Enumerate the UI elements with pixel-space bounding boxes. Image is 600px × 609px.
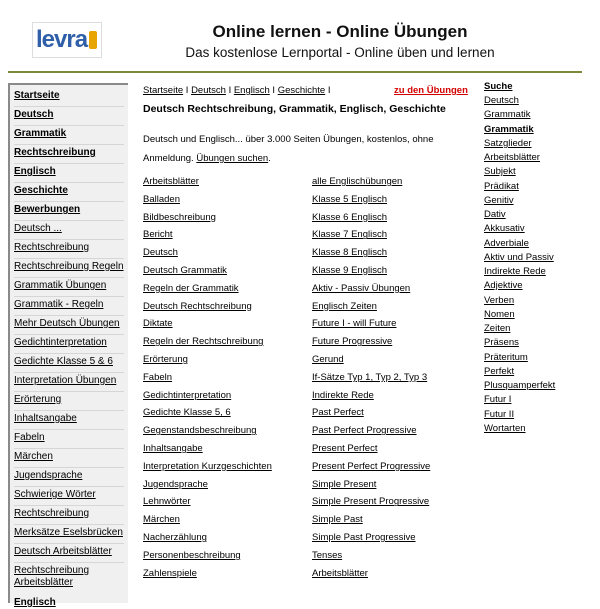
link-aktiv-passiv-übungen[interactable]: Aktiv - Passiv Übungen <box>312 282 411 294</box>
breadcrumb-deutsch[interactable]: Deutsch <box>191 85 226 96</box>
link-gerund[interactable]: Gerund <box>312 354 344 365</box>
sidebar-link[interactable]: Gedichtinterpretation <box>14 337 107 348</box>
breadcrumb-startseite[interactable]: Startseite <box>143 85 184 96</box>
link-interpretation-kurzgeschichten[interactable]: Interpretation Kurzgeschichten <box>143 460 272 472</box>
list-item <box>143 301 252 312</box>
right-item-wortarten <box>484 423 526 434</box>
link-märchen[interactable]: Märchen <box>143 514 180 526</box>
link-present-perfect[interactable]: Present Perfect <box>312 443 378 454</box>
right-link[interactable]: Nomen <box>484 309 515 320</box>
list-item <box>312 283 410 294</box>
sidebar-divider <box>14 125 124 126</box>
sidebar-item-rechtschreibung <box>14 242 126 254</box>
right-link[interactable]: Grammatik <box>484 124 534 135</box>
intro-text: Deutsch und Englisch... über 3.000 Seiten Übungen, kostenlos, ohne Anmeldung. <box>143 134 434 164</box>
right-item-deutsch <box>484 95 519 106</box>
list-item <box>312 568 368 579</box>
link-past-perfect[interactable]: Past Perfect <box>312 407 364 419</box>
right-item-grammatik <box>484 124 534 135</box>
sidebar-divider <box>14 277 124 278</box>
list-item <box>312 514 363 525</box>
right-item-suche <box>484 81 513 92</box>
right-item-präsens <box>484 337 519 348</box>
list-item <box>312 372 427 383</box>
right-link[interactable]: Suche <box>484 81 513 92</box>
right-item-prädikat <box>484 181 519 192</box>
sidebar-divider <box>14 467 124 468</box>
right-item-adjektive <box>484 280 523 291</box>
link-gedichte-klasse-5-6[interactable]: Gedichte Klasse 5, 6 <box>143 407 231 419</box>
sidebar-link[interactable]: Grammatik <box>14 128 67 139</box>
link-klasse-7-englisch[interactable]: Klasse 7 Englisch <box>312 229 387 241</box>
sidebar-item-rechtschreibung <box>14 508 126 520</box>
list-item <box>143 194 180 205</box>
link-klasse-6-englisch[interactable]: Klasse 6 Englisch <box>312 211 387 223</box>
link-simple-past-progressive[interactable]: Simple Past Progressive <box>312 532 416 543</box>
list-item <box>143 461 272 472</box>
sidebar-divider <box>14 334 124 335</box>
link-balladen[interactable]: Balladen <box>143 193 180 205</box>
sidebar-item-fabeln <box>14 432 126 444</box>
list-item <box>143 318 173 329</box>
list-item <box>312 265 387 276</box>
sidebar-item-jugendsprache <box>14 470 126 482</box>
link-gedichtinterpretation[interactable]: Gedichtinterpretation <box>143 389 232 401</box>
sidebar-link[interactable]: Grammatik - Regeln <box>14 299 104 310</box>
sidebar-divider <box>14 296 124 297</box>
sidebar-divider <box>14 106 124 107</box>
sidebar-link[interactable]: Startseite <box>14 90 60 101</box>
breadcrumb <box>143 85 331 96</box>
right-link[interactable]: Aktiv und Passiv <box>484 252 554 263</box>
right-link[interactable]: Grammatik <box>484 109 531 120</box>
sidebar-divider <box>14 505 124 506</box>
right-item-nomen <box>484 309 515 320</box>
list-item <box>312 550 342 561</box>
right-link[interactable]: Prädikat <box>484 181 519 192</box>
right-item-futur-i <box>484 394 511 405</box>
list-item <box>143 283 239 294</box>
right-item-dativ <box>484 209 506 220</box>
sidebar-link[interactable]: Deutsch ... <box>14 223 62 234</box>
sidebar-link[interactable]: Erörterung <box>14 394 62 405</box>
right-link[interactable]: Akkusativ <box>484 223 525 234</box>
sidebar-item-grammatik-übungen <box>14 280 126 292</box>
sidebar-link[interactable]: Inhaltsangabe <box>14 413 77 424</box>
list-item <box>312 247 387 258</box>
link-fabeln[interactable]: Fabeln <box>143 371 173 383</box>
sidebar-link[interactable]: Mehr Deutsch Übungen <box>14 318 120 329</box>
link-simple-past[interactable]: Simple Past <box>312 514 363 526</box>
link-tenses[interactable]: Tenses <box>312 549 343 561</box>
sidebar-divider <box>14 201 124 202</box>
list-item <box>143 407 231 418</box>
sidebar-item-bewerbungen <box>14 204 126 216</box>
sidebar-divider <box>14 353 124 354</box>
breadcrumb-separator: I <box>228 85 232 96</box>
link-erörterung[interactable]: Erörterung <box>143 354 188 365</box>
list-item <box>312 336 392 347</box>
right-item-akkusativ <box>484 223 525 234</box>
sidebar-item-inhaltsangabe <box>14 413 126 425</box>
link-deutsch-rechtschreibung[interactable]: Deutsch Rechtschreibung <box>143 300 252 312</box>
sidebar-link[interactable]: Rechtschreibung <box>14 508 90 519</box>
sidebar-link[interactable]: Bewerbungen <box>14 204 81 215</box>
right-link[interactable]: Futur I <box>484 394 512 405</box>
sidebar-item-deutsch <box>14 109 126 121</box>
right-link[interactable]: Arbeitsblätter <box>484 152 540 163</box>
right-item-arbeitsblätter <box>484 152 540 163</box>
sidebar-item-geschichte <box>14 185 126 197</box>
list-item <box>312 301 377 312</box>
header <box>0 0 600 70</box>
list-item <box>143 212 216 223</box>
sidebar-divider <box>14 239 124 240</box>
sidebar-link[interactable]: Grammatik Übungen <box>14 280 107 291</box>
link-klasse-5-englisch[interactable]: Klasse 5 Englisch <box>312 193 387 205</box>
link-deutsch-grammatik[interactable]: Deutsch Grammatik <box>143 265 227 276</box>
sidebar-item-grammatik <box>14 128 126 140</box>
sidebar-link[interactable]: Schwierige Wörter <box>14 489 96 500</box>
right-link[interactable]: Genitiv <box>484 195 514 206</box>
list-item <box>143 479 208 490</box>
link-indirekte-rede[interactable]: Indirekte Rede <box>312 389 374 401</box>
right-link[interactable]: Wortarten <box>484 423 526 434</box>
sidebar-link[interactable]: Rechtschreibung <box>14 242 90 253</box>
right-item-perfekt <box>484 366 514 377</box>
link-nacherzählung[interactable]: Nacherzählung <box>143 532 207 543</box>
sidebar-item-rechtschreibung-regeln <box>14 261 126 273</box>
sidebar-item-gedichte-klasse-5-6 <box>14 356 126 368</box>
sidebar-item-gedichtinterpretation <box>14 337 126 349</box>
site-title: Online lernen - Online Übungen <box>212 22 468 41</box>
sidebar-link[interactable]: Geschichte <box>14 185 68 196</box>
list-item <box>143 229 173 240</box>
sidebar-divider <box>14 372 124 373</box>
link-if-sätze-typ-1-typ-2-typ-3[interactable]: If-Sätze Typ 1, Typ 2, Typ 3 <box>312 371 428 383</box>
link-klasse-8-englisch[interactable]: Klasse 8 Englisch <box>312 247 387 259</box>
link-regeln-der-grammatik[interactable]: Regeln der Grammatik <box>143 282 239 294</box>
intro-end: . <box>268 153 271 164</box>
sidebar-divider <box>14 410 124 411</box>
right-item-genitiv <box>484 195 514 206</box>
sidebar-item-erörterung <box>14 394 126 406</box>
link-past-perfect-progressive[interactable]: Past Perfect Progressive <box>312 425 417 437</box>
site-subtitle: Das kostenlose Lernportal - Online üben und lernen <box>185 45 495 60</box>
list-item <box>143 176 199 187</box>
sidebar-divider <box>14 315 124 316</box>
right-link[interactable]: Dativ <box>484 209 506 220</box>
to-exercises-link[interactable]: zu den Übungen <box>394 85 468 96</box>
link-inhaltsangabe[interactable]: Inhaltsangabe <box>143 443 203 454</box>
right-item-zeiten <box>484 323 510 334</box>
link-bildbeschreibung[interactable]: Bildbeschreibung <box>143 211 216 223</box>
sidebar-link[interactable]: Merksätze Eselsbrücken <box>14 527 123 538</box>
sidebar-divider <box>14 562 124 563</box>
link-klasse-9-englisch[interactable]: Klasse 9 Englisch <box>312 265 387 276</box>
link-diktate[interactable]: Diktate <box>143 318 173 330</box>
logo-text: levra <box>36 26 88 53</box>
sidebar-link[interactable]: Englisch <box>14 597 56 608</box>
right-item-grammatik <box>484 109 530 120</box>
list-item <box>143 265 227 276</box>
list-item <box>312 390 374 401</box>
link-simple-present[interactable]: Simple Present <box>312 478 377 490</box>
sidebar-item-rechtschreibung <box>14 147 126 159</box>
right-item-plusquamperfekt <box>484 380 555 391</box>
sidebar-item-schwierige-wörter <box>14 489 126 501</box>
right-link[interactable]: Zeiten <box>484 323 511 334</box>
sidebar-divider <box>14 391 124 392</box>
breadcrumb-separator: I <box>185 85 189 96</box>
link-bericht[interactable]: Bericht <box>143 229 173 241</box>
sidebar-item-deutsch <box>14 223 126 235</box>
sidebar-link[interactable]: Deutsch <box>14 109 54 120</box>
right-link[interactable]: Indirekte Rede <box>484 266 546 277</box>
right-link[interactable]: Plusquamperfekt <box>484 380 556 391</box>
right-link[interactable]: Präteritum <box>484 352 528 363</box>
sidebar-divider <box>14 524 124 525</box>
list-item <box>143 354 188 365</box>
sidebar-item-interpretation-übungen <box>14 375 126 387</box>
right-item-indirekte-rede <box>484 266 546 277</box>
left-sidebar <box>8 83 128 608</box>
list-item <box>143 550 241 561</box>
right-item-präteritum <box>484 352 528 363</box>
sidebar-link[interactable]: Rechtschreibung Regeln <box>14 261 124 272</box>
list-item <box>143 496 191 507</box>
site-logo[interactable] <box>32 22 102 58</box>
list-item <box>312 194 387 205</box>
sidebar-item-grammatik-regeln <box>14 299 126 311</box>
list-item <box>143 568 197 579</box>
list-item <box>312 354 344 365</box>
to-exercises <box>394 85 468 96</box>
link-arbeitsblätter[interactable]: Arbeitsblätter <box>143 176 199 187</box>
sidebar-divider <box>14 448 124 449</box>
list-item <box>312 479 376 490</box>
list-item <box>312 425 417 436</box>
right-item-futur-ii <box>484 409 514 420</box>
link-englisch-zeiten[interactable]: Englisch Zeiten <box>312 300 377 312</box>
list-item <box>143 514 180 525</box>
link-regeln-der-rechtschreibung[interactable]: Regeln der Rechtschreibung <box>143 336 264 348</box>
list-item <box>143 443 203 454</box>
breadcrumb-separator: I <box>272 85 276 96</box>
sidebar-link[interactable]: Märchen <box>14 451 53 462</box>
link-personenbeschreibung[interactable]: Personenbeschreibung <box>143 549 241 561</box>
link-future-i-will-future[interactable]: Future I - will Future <box>312 318 397 330</box>
page-heading: Deutsch Rechtschreibung, Grammatik, Englisch, Geschichte <box>143 103 446 115</box>
sidebar-item-deutsch-arbeitsblätter <box>14 546 126 558</box>
list-item <box>143 390 231 401</box>
link-lehnwörter[interactable]: Lehnwörter <box>143 496 191 508</box>
breadcrumb-separator: I <box>327 85 331 96</box>
sidebar-divider <box>14 543 124 544</box>
sidebar-link[interactable]: Gedichte Klasse 5 & 6 <box>14 356 113 367</box>
sidebar-divider <box>14 429 124 430</box>
sidebar-divider <box>14 182 124 183</box>
list-item <box>312 496 429 507</box>
right-item-aktiv-und-passiv <box>484 252 554 263</box>
sidebar-divider <box>14 144 124 145</box>
list-item <box>312 318 396 329</box>
right-link[interactable]: Verben <box>484 295 515 306</box>
right-link[interactable]: Deutsch <box>484 95 519 106</box>
right-link[interactable]: Adjektive <box>484 280 523 291</box>
search-exercises-link[interactable]: Übungen suchen <box>196 153 269 164</box>
sidebar-item-startseite <box>14 90 126 102</box>
logo-accent-icon <box>89 31 97 49</box>
sidebar-item-mehr-deutsch-übungen <box>14 318 126 330</box>
link-deutsch[interactable]: Deutsch <box>143 247 178 259</box>
right-link[interactable]: Adverbiale <box>484 238 529 249</box>
sidebar-link[interactable]: Fabeln <box>14 432 45 443</box>
right-item-subjekt <box>484 166 516 177</box>
list-item <box>143 247 178 258</box>
sidebar-item-englisch <box>14 166 126 178</box>
right-link[interactable]: Subjekt <box>484 166 516 177</box>
right-link[interactable]: Perfekt <box>484 366 515 377</box>
right-link[interactable]: Präsens <box>484 337 519 348</box>
sidebar-divider <box>14 163 124 164</box>
sidebar-link[interactable]: Englisch <box>14 166 56 177</box>
sidebar-link[interactable]: Interpretation Übungen <box>14 375 117 386</box>
link-gegenstandsbeschreibung[interactable]: Gegenstandsbeschreibung <box>143 425 257 437</box>
link-future-progressive[interactable]: Future Progressive <box>312 336 393 348</box>
right-link[interactable]: Satzglieder <box>484 138 532 149</box>
right-link[interactable]: Futur II <box>484 409 515 420</box>
link-simple-present-progressive[interactable]: Simple Present Progressive <box>312 496 430 508</box>
list-item <box>312 461 430 472</box>
sidebar-divider <box>14 258 124 259</box>
list-item <box>143 532 207 543</box>
list-item <box>143 425 257 436</box>
sidebar-link[interactable]: Jugendsprache <box>14 470 83 481</box>
right-item-adverbiale <box>484 238 529 249</box>
list-item <box>312 229 387 240</box>
list-item <box>312 443 377 454</box>
list-item <box>312 176 402 187</box>
link-jugendsprache[interactable]: Jugendsprache <box>143 478 208 490</box>
sidebar-item-merksätze-eselsbrücken <box>14 527 126 539</box>
list-item <box>312 212 387 223</box>
sidebar-divider <box>14 220 124 221</box>
sidebar-item-englisch <box>14 597 126 609</box>
list-item <box>312 532 415 543</box>
link-present-perfect-progressive[interactable]: Present Perfect Progressive <box>312 460 431 472</box>
header-divider <box>8 71 582 73</box>
breadcrumb-englisch[interactable]: Englisch <box>233 85 270 96</box>
sidebar-item-märchen <box>14 451 126 463</box>
sidebar-item-rechtschreibung-arbeitsblätter <box>14 565 126 589</box>
list-item <box>143 372 172 383</box>
breadcrumb-geschichte[interactable]: Geschichte <box>277 85 326 96</box>
sidebar-link[interactable]: Rechtschreibung Arbeitsblätter <box>14 565 90 588</box>
link-arbeitsblätter[interactable]: Arbeitsblätter <box>312 567 368 579</box>
sidebar-divider <box>14 486 124 487</box>
right-item-satzglieder <box>484 138 532 149</box>
link-alle-englischübungen[interactable]: alle Englischübungen <box>312 176 403 187</box>
sidebar-link[interactable]: Deutsch Arbeitsblätter <box>14 546 112 557</box>
sidebar-link[interactable]: Rechtschreibung <box>14 147 96 158</box>
list-item <box>312 407 364 418</box>
link-zahlenspiele[interactable]: Zahlenspiele <box>143 567 197 579</box>
right-item-verben <box>484 295 514 306</box>
list-item <box>143 336 263 347</box>
intro-paragraph <box>143 130 443 168</box>
